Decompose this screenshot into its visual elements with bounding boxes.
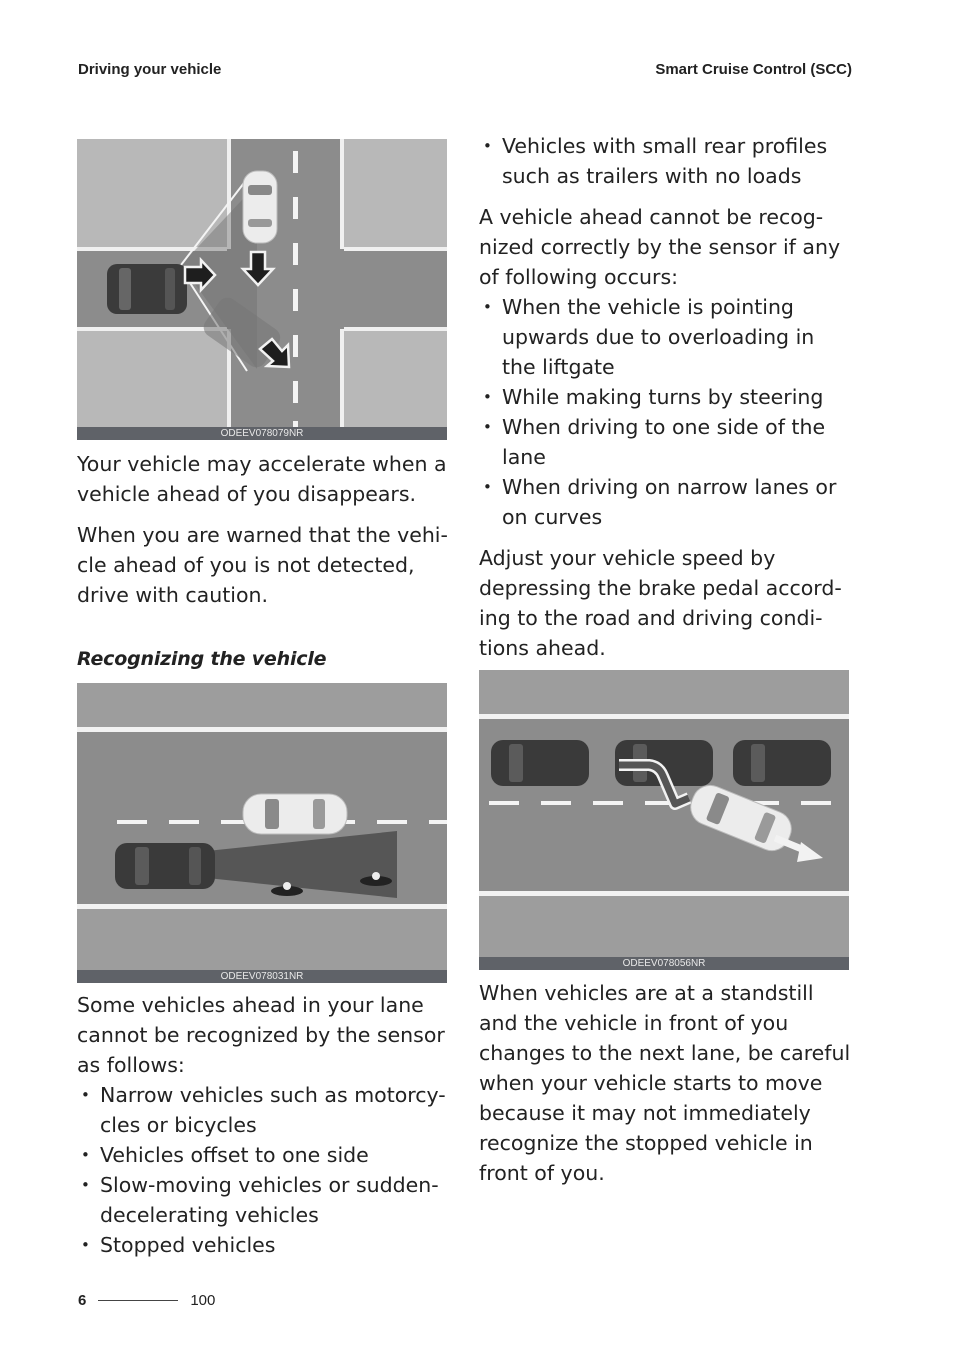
left-column-upper [77,449,449,674]
left-column-lower [77,990,449,1271]
figure-lane-change [479,670,849,970]
section-title: Recognizing the vehicle [77,648,327,670]
running-header-topic: Smart Cruise Control (SCC) [655,61,852,78]
chapter-number: 6 [78,1292,87,1309]
paragraph-not-recognized: Some vehicles ahead in your lane cannot be recognized by the sensor as follows: [77,993,445,1077]
paragraph-incorrect-recognition: A vehicle ahead cannot be recog-nized correctly by the sensor if any of following occurs: [479,205,841,289]
figure-code: ODEEV078031NR [77,970,447,983]
lane-illustration [77,683,447,983]
figure-intersection [77,139,447,440]
list-item: • While making turns by steering [479,382,851,412]
list-item: • Slow-moving vehicles or sudden-decelerating vehicles [77,1170,449,1230]
figure-code: ODEEV078079NR [77,427,447,440]
list-unrecognized-vehicles [77,1080,449,1260]
list-item: • Narrow vehicles such as motorcy-cles or bicycles [77,1080,449,1140]
paragraph-standstill: When vehicles are at a standstill and the vehicle in front of you changes to the next lane, be careful when your vehicle starts to move because it may not immediately recognize the stopped vehicle in front of you. [479,981,851,1185]
figure-lane-motorcycles [77,683,447,983]
paragraph-warning: When you are warned that the vehi-cle ahead of you is not detected, drive with caution. [77,523,448,607]
paragraph-adjust-speed: Adjust your vehicle speed by depressing the brake pedal accord-ing to the road and driving condi-tions ahead. [479,546,842,660]
list-item: • Stopped vehicles [77,1230,449,1260]
paragraph-accelerate: Your vehicle may accelerate when a vehicle ahead of you disappears. [77,452,447,506]
list-item: • When driving on narrow lanes or on curves [479,472,851,532]
right-column-upper [479,131,851,674]
intersection-illustration [77,139,447,440]
list-item: • Vehicles with small rear profiles such as trailers with no loads [479,131,851,191]
list-item: • Vehicles offset to one side [77,1140,449,1170]
lane-change-illustration [479,670,849,970]
list-conditions [479,292,851,532]
list-item: • When the vehicle is pointing upwards due to overloading in the liftgate [479,292,851,382]
page-footer [78,1292,215,1309]
footer-rule [98,1300,178,1301]
figure-code: ODEEV078056NR [479,957,849,970]
list-item: • When driving to one side of the lane [479,412,851,472]
page-number: 100 [190,1292,216,1309]
running-header-section: Driving your vehicle [78,61,222,78]
list-continued [479,131,851,191]
right-column-lower [479,978,851,1199]
